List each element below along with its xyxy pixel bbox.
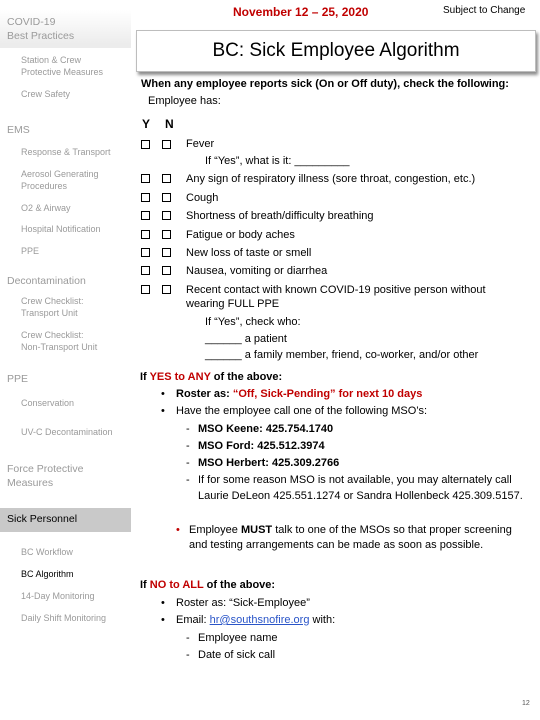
fever-yes-checkbox[interactable]: [141, 140, 150, 149]
sidebar-item-decontamination[interactable]: Decontamination: [7, 275, 86, 287]
sidebar-item-ppe-section[interactable]: PPE: [7, 373, 29, 385]
symptom-nausea: Nausea, vomiting or diarrhea: [186, 265, 328, 277]
sidebar-item-daily-shift[interactable]: Daily Shift Monitoring: [21, 613, 107, 623]
symptom-shortness-of-breath: Shortness of breath/difficulty breathing: [186, 210, 374, 222]
subject-to-change-note: Subject to Change: [443, 5, 526, 16]
no-section-heading: If NO to ALL of the above:: [140, 579, 276, 591]
mso-keene: MSO Keene: 425.754.1740: [198, 423, 334, 435]
page-number: 12: [522, 700, 530, 707]
sidebar-item-sick-personnel[interactable]: Sick Personnel: [0, 508, 131, 532]
symptom-contact-line1: Recent contact with known COVID-19 positive person without: [186, 284, 486, 296]
taste-yes-checkbox[interactable]: [141, 248, 150, 257]
sidebar-nav: [0, 0, 131, 720]
fever-no-checkbox[interactable]: [162, 140, 171, 149]
mso-herbert: MSO Herbert: 425.309.2766: [198, 457, 340, 469]
sidebar-item-station-crew[interactable]: Station & Crew Protective Measures: [21, 55, 104, 77]
date-range: November 12 – 25, 2020: [233, 5, 369, 19]
sidebar-item-force-protective[interactable]: Force Protective Measures: [7, 463, 84, 489]
symptom-fever: Fever: [186, 138, 215, 150]
no-column-header: N: [165, 117, 174, 131]
sidebar-title[interactable]: COVID-19 Best Practices: [0, 10, 131, 48]
fatigue-no-checkbox[interactable]: [162, 230, 171, 239]
sidebar-item-crew-safety[interactable]: Crew Safety: [21, 89, 71, 99]
no-sub-date: Date of sick call: [198, 649, 276, 661]
page-title: BC: Sick Employee Algorithm: [136, 30, 536, 72]
sidebar-item-hospital-notification[interactable]: Hospital Notification: [21, 224, 101, 234]
yes-column-header: Y: [142, 117, 151, 131]
contact-family-field[interactable]: ______ a family member, friend, co-worker, and/or other: [205, 349, 479, 361]
no-email-instruction: Email: hr@southsnofire.org with:: [176, 614, 336, 626]
sidebar-item-bc-algorithm[interactable]: BC Algorithm: [21, 569, 74, 579]
sob-no-checkbox[interactable]: [162, 211, 171, 220]
contact-followup: If “Yes”, check who:: [205, 316, 301, 328]
sidebar-item-bc-workflow[interactable]: BC Workflow: [21, 547, 73, 557]
sidebar-item-ppe[interactable]: PPE: [21, 246, 40, 256]
symptom-fatigue: Fatigue or body aches: [186, 229, 295, 241]
sob-yes-checkbox[interactable]: [141, 211, 150, 220]
hr-email-link[interactable]: hr@southsnofire.org: [209, 614, 310, 626]
sidebar-item-checklist-transport[interactable]: Crew Checklist: Transport Unit: [21, 296, 84, 318]
symptom-cough: Cough: [186, 192, 219, 204]
mso-ford: MSO Ford: 425.512.3974: [198, 440, 325, 452]
contact-yes-checkbox[interactable]: [141, 285, 150, 294]
resp-yes-checkbox[interactable]: [141, 174, 150, 183]
intro-employee-has: Employee has:: [148, 95, 221, 107]
sidebar-item-response-transport[interactable]: Response & Transport: [21, 147, 111, 157]
must-talk-line1: Employee MUST talk to one of the MSOs so that proper screening: [189, 524, 512, 536]
taste-no-checkbox[interactable]: [162, 248, 171, 257]
must-talk-line2: and testing arrangements can be made as soon as possible.: [189, 539, 484, 551]
sidebar-item-checklist-nontransport[interactable]: Crew Checklist: Non-Transport Unit: [21, 330, 98, 352]
fatigue-yes-checkbox[interactable]: [141, 230, 150, 239]
yes-call-instruction: Have the employee call one of the following MSO’s:: [176, 405, 428, 417]
alternate-contact-line2: Laurie DeLeon 425.551.1274 or Sandra Hollenbeck 425.309.5157.: [198, 490, 523, 502]
sidebar-item-uvc[interactable]: UV-C Decontamination: [21, 427, 113, 437]
symptom-taste-smell: New loss of taste or smell: [186, 247, 312, 259]
nausea-no-checkbox[interactable]: [162, 266, 171, 275]
symptom-respiratory: Any sign of respiratory illness (sore throat, congestion, etc.): [186, 173, 476, 185]
no-sub-employee-name: Employee name: [198, 632, 278, 644]
sidebar-item-ems[interactable]: EMS: [7, 124, 30, 136]
intro-instruction: When any employee reports sick (On or Off duty), check the following:: [141, 78, 509, 90]
sidebar-item-o2-airway[interactable]: O2 & Airway: [21, 203, 71, 213]
nausea-yes-checkbox[interactable]: [141, 266, 150, 275]
yes-section-heading: If YES to ANY of the above:: [140, 371, 283, 383]
contact-no-checkbox[interactable]: [162, 285, 171, 294]
cough-yes-checkbox[interactable]: [141, 193, 150, 202]
sidebar-item-14day[interactable]: 14-Day Monitoring: [21, 591, 95, 601]
fever-temperature-field[interactable]: If “Yes”, what is it: _________: [205, 155, 350, 167]
contact-patient-field[interactable]: ______ a patient: [205, 333, 287, 345]
resp-no-checkbox[interactable]: [162, 174, 171, 183]
alternate-contact-line1: If for some reason MSO is not available, you may alternately call: [198, 474, 512, 486]
cough-no-checkbox[interactable]: [162, 193, 171, 202]
sidebar-item-conservation[interactable]: Conservation: [21, 398, 75, 408]
no-roster-instruction: Roster as: “Sick-Employee”: [176, 597, 310, 609]
symptom-contact-line2: wearing FULL PPE: [186, 298, 280, 310]
sidebar-item-aerosol[interactable]: Aerosol Generating Procedures: [21, 169, 99, 191]
yes-roster-instruction: Roster as: “Off, Sick-Pending” for next 10 days: [176, 388, 423, 400]
